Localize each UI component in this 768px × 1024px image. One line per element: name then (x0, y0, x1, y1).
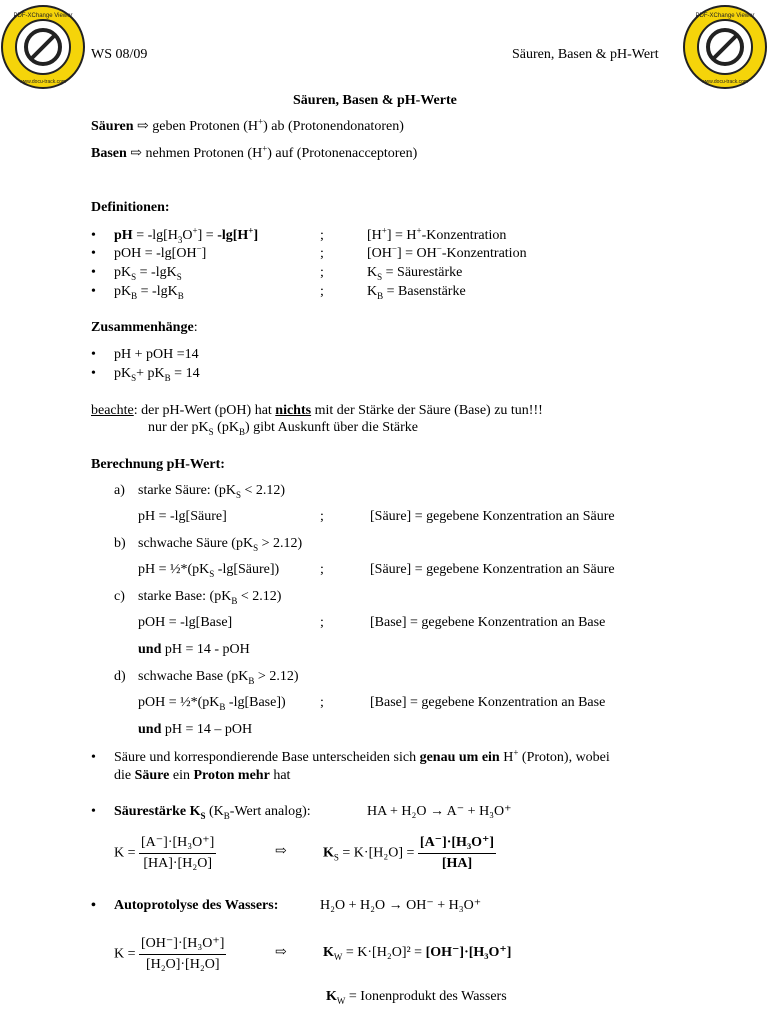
sub-s: S (235, 489, 241, 500)
header-right: Säuren, Basen & pH-Wert (512, 47, 659, 62)
base-definition-line (91, 143, 418, 162)
calc-text: pOH = ½*(pK (138, 695, 220, 710)
calc-d-sep: ; (320, 695, 324, 710)
badge-text-left: PDF-XChange Viewer (13, 13, 73, 19)
kw-mid: = K·[H₂O]² = (342, 945, 426, 960)
def-poh-desc (367, 243, 527, 262)
sub-b: B (131, 290, 138, 301)
ks-formula (323, 834, 496, 873)
base-text: nehmen Protonen (H (142, 146, 263, 161)
kw-label: K (323, 945, 334, 960)
calc-text: < 2.12) (240, 483, 286, 498)
k-prefix: K = (114, 845, 140, 861)
calc-text: pH = 14 - pOH (161, 642, 250, 657)
calc-a-desc: [Säure] = gegebene Konzentration an Säure (370, 509, 615, 524)
calc-text: > 2.12) (254, 669, 299, 684)
acid-text-end: ) ab (Protonendonatoren) (263, 119, 404, 134)
pdf-xchange-badge-left[interactable] (0, 4, 86, 90)
calc-d-label: d) (114, 669, 126, 684)
acid-term: Säuren (91, 119, 134, 134)
note-text: ) gibt Auskunft über die Stärke (244, 420, 418, 435)
def-sep-1: ; (320, 228, 324, 243)
calc-d-und (138, 722, 252, 738)
k-prefix: K = (114, 946, 140, 962)
sub-w: W (333, 951, 343, 962)
sub-s: S (253, 542, 259, 553)
def-sep-4: ; (320, 284, 324, 299)
as-text: (K (205, 804, 224, 819)
sub-b: B (177, 290, 184, 301)
sup-plus: + (416, 225, 422, 236)
def-text: = Säurestärke (382, 265, 463, 280)
def-text: [OH (367, 246, 392, 261)
calc-text: schwache Base (pK (138, 669, 249, 684)
sub-b: B (219, 701, 226, 712)
sup-plus: + (258, 116, 264, 127)
ion-product (326, 989, 507, 1005)
calc-c-sep: ; (320, 615, 324, 630)
calc-d-formula (138, 695, 286, 711)
conj-text: ein (169, 768, 194, 783)
sup-plus: + (381, 225, 387, 236)
sub-s: S (208, 426, 214, 437)
calc-text: -lg[Base]) (225, 695, 286, 710)
conjugate-line-1 (114, 747, 610, 766)
kw-formula (323, 945, 511, 961)
sup-plus: + (192, 225, 198, 236)
nichts-emphasis: nichts (275, 403, 312, 418)
calc-c-label: c) (114, 589, 125, 604)
conj-text: Säure und korrespondierende Base unterscheiden sich (114, 750, 420, 765)
conj-text: die (114, 768, 135, 783)
kw-right: [OH⁻]·[H₃O⁺] (425, 945, 512, 960)
badge-link-left: www.docu-track.com (19, 79, 67, 85)
ks-fraction (418, 834, 496, 873)
note-text: nur der pK (148, 420, 209, 435)
conj-bold: genau um ein (419, 750, 500, 765)
sub-w: W (336, 995, 346, 1006)
calc-a-label: a) (114, 483, 125, 498)
conjugate-line-2 (114, 768, 290, 784)
def-ph: • pH = $-\lg[H_3O^+] = -\lg[H^+]$ (114, 228, 258, 244)
calc-text: < 2.12) (237, 589, 282, 604)
arrow-icon: ⇨ (137, 119, 149, 134)
arrow-icon: ⇨ (275, 844, 287, 859)
sup-plus: + (262, 143, 268, 154)
beachte-label: beachte (91, 403, 134, 418)
conj-text: H (499, 750, 514, 765)
sup-minus: − (196, 243, 202, 254)
sub-s: S (200, 810, 206, 821)
k-water-fraction (139, 935, 226, 974)
autoprotolysis-reaction: H₂O + H₂O → OH⁻ + H₃O⁺ (320, 898, 482, 913)
page-title: Säuren, Basen & pH-Werte (293, 93, 457, 108)
calc-text: > 2.12) (258, 536, 303, 551)
calc-text: pH = 14 – pOH (161, 722, 253, 737)
def-text: ] = H (386, 228, 417, 243)
sub-b: B (377, 290, 384, 301)
def-text: = Basenstärke (383, 284, 466, 299)
acid-reaction: HA + H₂O → A⁻ + H₃O⁺ (367, 804, 512, 819)
note-text: : der pH-Wert (pOH) hat (133, 403, 276, 418)
frac-den: [H₂O]·[H₂O] (145, 957, 220, 972)
sub-b: B (231, 595, 238, 606)
sub-s: S (377, 271, 383, 282)
def-poh: • pOH = -lg[OH−] (114, 246, 206, 262)
relation-1: • pH + pOH =14 (114, 347, 199, 363)
sub-s: S (176, 271, 182, 282)
und-label: und (138, 642, 162, 657)
sub-s: S (209, 568, 215, 579)
note-text: mit der Stärke der Säure (Base) zu tun!!! (311, 403, 543, 418)
badge-link-right: www.docu-track.com (701, 79, 749, 85)
def-text: -Konzentration (441, 246, 527, 261)
relations-title: Zusammenhänge (91, 320, 194, 335)
relations-heading (91, 320, 198, 336)
conj-bold: Proton mehr (193, 768, 270, 783)
frac-num: [A⁻]·[H₃O⁺] (418, 834, 496, 854)
def-pks-desc: $K_S$ = Säurestärke (367, 265, 463, 282)
calc-text: schwache Säure (pK (138, 536, 254, 551)
note-line-1 (91, 403, 543, 419)
calc-text: starke Säure: (pK (138, 483, 236, 498)
ion-label: K (326, 989, 337, 1004)
acid-text: geben Protonen (H (148, 119, 259, 134)
def-text: -Konzentration (421, 228, 507, 243)
conj-bold: Säure (134, 768, 170, 783)
def-text: ] = OH (396, 246, 437, 261)
calc-c-formula: pOH = -lg[Base] (138, 615, 233, 630)
def-pks: • $pK_S = -\lg K_S$ (114, 265, 182, 281)
conj-text: (Proton), wobei (518, 750, 610, 765)
def-pkb: • $pK_B = -\lg K_B$ (114, 284, 184, 300)
frac-num: [A⁻]·[H₃O⁺] (139, 834, 216, 854)
sub-s: S (131, 372, 137, 383)
k-acid-fraction (139, 834, 216, 873)
frac-num: [OH⁻]·[H₃O⁺] (139, 935, 226, 955)
sup-minus: − (436, 243, 442, 254)
k-water-formula (114, 935, 226, 974)
arrow-icon: ⇨ (130, 146, 143, 161)
pdf-xchange-badge-right[interactable] (682, 4, 768, 90)
sub-s: S (131, 271, 137, 282)
conj-text: hat (269, 768, 291, 783)
calc-d-text (138, 669, 298, 685)
calc-a-sep: ; (320, 509, 324, 524)
calc-c-text (138, 589, 281, 605)
sup-plus: + (513, 747, 519, 758)
note-line-2 (148, 420, 418, 436)
ks-mid: = K·[H₂O] = (338, 845, 418, 861)
calc-text: starke Base: (pK (138, 589, 232, 604)
note-text: (pK (213, 420, 239, 435)
sup-minus: − (391, 243, 397, 254)
calc-b-sep: ; (320, 562, 324, 577)
sup-plus: + (248, 225, 254, 236)
calc-c-desc: [Base] = gegebene Konzentration an Base (370, 615, 606, 630)
sub-b: B (164, 372, 171, 383)
k-acid-formula (114, 834, 216, 873)
arrow-icon: ⇨ (275, 945, 287, 960)
frac-den: [HA] (441, 856, 473, 871)
acid-definition-line (91, 116, 404, 135)
relation-text: = 14 (170, 366, 200, 381)
def-ph-desc (367, 225, 507, 244)
calc-text: pH = ½*(pK (138, 562, 210, 577)
ks-label: K (323, 845, 334, 861)
sub-b: B (223, 810, 230, 821)
calc-b-desc: [Säure] = gegebene Konzentration an Säure (370, 562, 615, 577)
sub-b: B (248, 675, 255, 686)
frac-den: [HA]·[H₂O] (143, 856, 212, 871)
ion-text: = Ionenprodukt des Wassers (345, 989, 507, 1004)
colon: : (193, 320, 198, 335)
sub-s: S (333, 852, 339, 863)
calc-a-formula: pH = -lg[Säure] (138, 509, 227, 524)
def-sep-2: ; (320, 246, 324, 261)
calc-b-formula (138, 562, 279, 578)
as-text: -Wert analog): (229, 804, 311, 819)
relation-2: • $pK_S+ pK_B = 14$ (114, 366, 200, 382)
acid-strength-heading (114, 804, 311, 820)
header-left: WS 08/09 (91, 47, 148, 62)
calc-heading: Berechnung pH-Wert: (91, 457, 225, 472)
base-text-end: ) auf (Protonenacceptoren) (267, 146, 418, 161)
autoprotolysis-heading: • Autoprotolyse des Wassers: (114, 898, 278, 914)
def-sep-3: ; (320, 265, 324, 280)
calc-a-text (138, 483, 285, 499)
calc-c-und (138, 642, 250, 658)
calc-b-text (138, 536, 302, 552)
calc-text: -lg[Säure]) (214, 562, 280, 577)
base-term: Basen (91, 146, 127, 161)
und-label: und (138, 722, 162, 737)
definitions-heading: Definitionen: (91, 200, 170, 215)
as-heading: Säurestärke K (114, 804, 201, 819)
badge-text-right: PDF-XChange Viewer (695, 13, 755, 19)
sub-b: B (238, 426, 245, 437)
def-pkb-desc: $K_B$ = Basenstärke (367, 284, 466, 301)
def-text: [H (367, 228, 382, 243)
calc-b-label: b) (114, 536, 126, 551)
calc-d-desc: [Base] = gegebene Konzentration an Base (370, 695, 606, 710)
